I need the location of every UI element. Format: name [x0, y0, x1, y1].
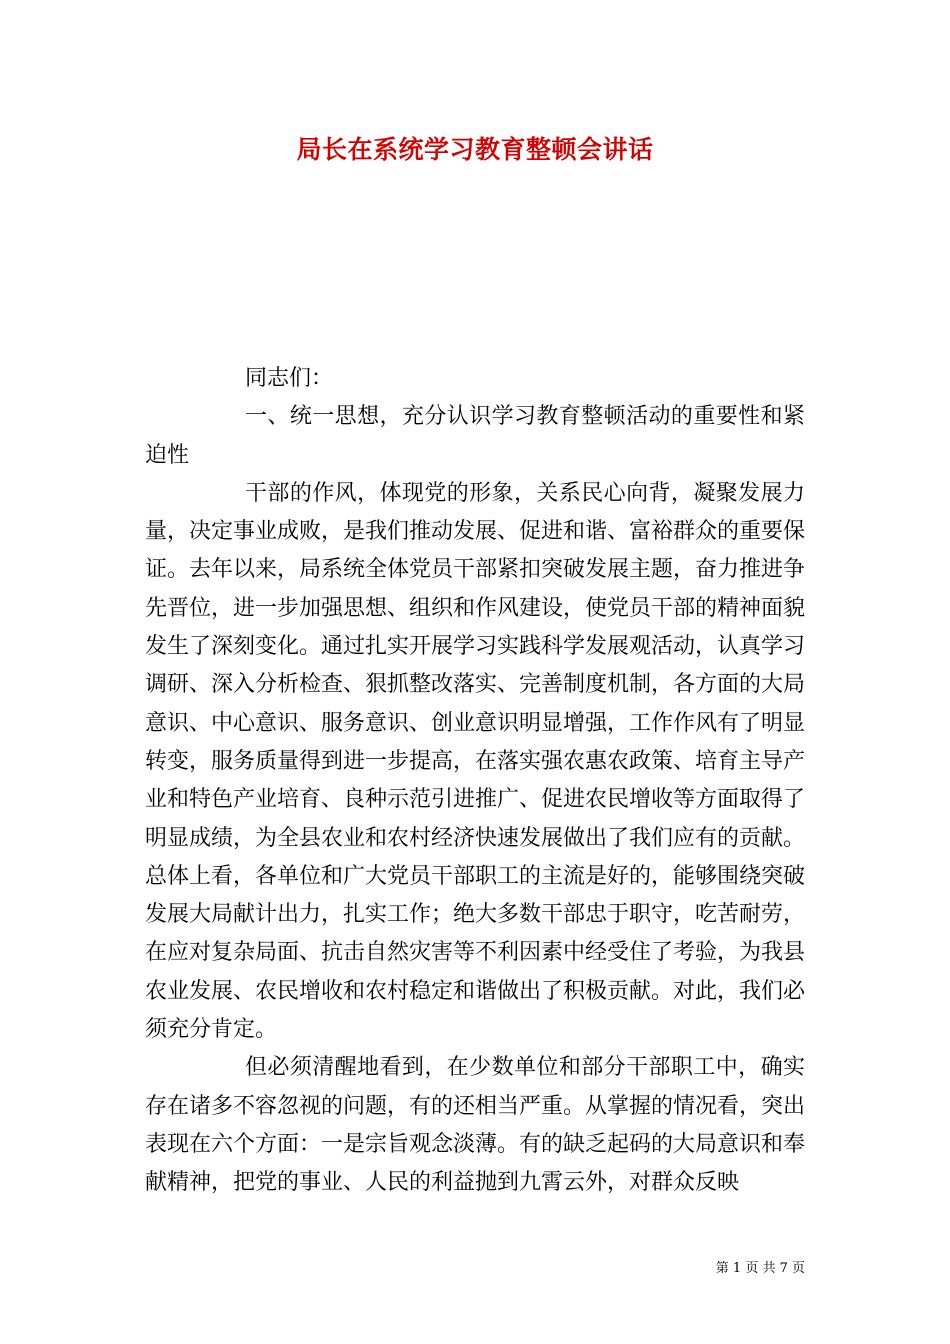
- paragraph: 但必须清醒地看到，在少数单位和部分干部职工中，确实存在诸多不容忽视的问题，有的还相当严重。从掌握的情况看，突出表现在六个方面：一是宗旨观念淡薄。有的缺乏起码的大局意识和奉献精神，把党的事业、人民的利益抛到九霄云外，对群众反映: [145, 1055, 806, 1196]
- page-title: 局长在系统学习教育整顿会讲话: [296, 135, 654, 164]
- page-number-footer: 第 1 页 共 7 页: [715, 1261, 805, 1276]
- salutation: 同志们：: [245, 366, 334, 391]
- paragraph: 干部的作风，体现党的形象，关系民心向背，凝聚发展力量，决定事业成败，是我们推动发展、促进和谐、富裕群众的重要保证。去年以来，局系统全体党员干部紧扣突破发展主题，奋力推进争先晋位，进一步加强思想、组织和作风建设，使党员干部的精神面貌发生了深刻变化。通过扎实开展学习实践科学发展观活动，认真学习调研、深入分析检查、狠抓整改落实、完善制度机制，各方面的大局意识、中心意识、服务意识、创业意识明显增强，工作作风有了明显转变，服务质量得到进一步提高，在落实强农惠农政策、培育主导产业和特色产业培育、良种示范引进推广、促进农民增收等方面取得了明显成绩，为全县农业和农村经济快速发展做出了我们应有的贡献。总体上看，各单位和广大党员干部职工的主流是好的，能够围绕突破发展大局献计出力，扎实工作；绝大多数干部忠于职守，吃苦耐劳，在应对复杂局面、抗击自然灾害等不利因素中经受住了考验，为我县农业发展、农民增收和农村稳定和谐做出了积极贡献。对此，我们必须充分肯定。: [145, 480, 806, 1043]
- document-body: [145, 360, 805, 1203]
- paragraph-section-heading: 一、统一思想，充分认识学习教育整顿活动的重要性和紧迫性: [145, 404, 805, 468]
